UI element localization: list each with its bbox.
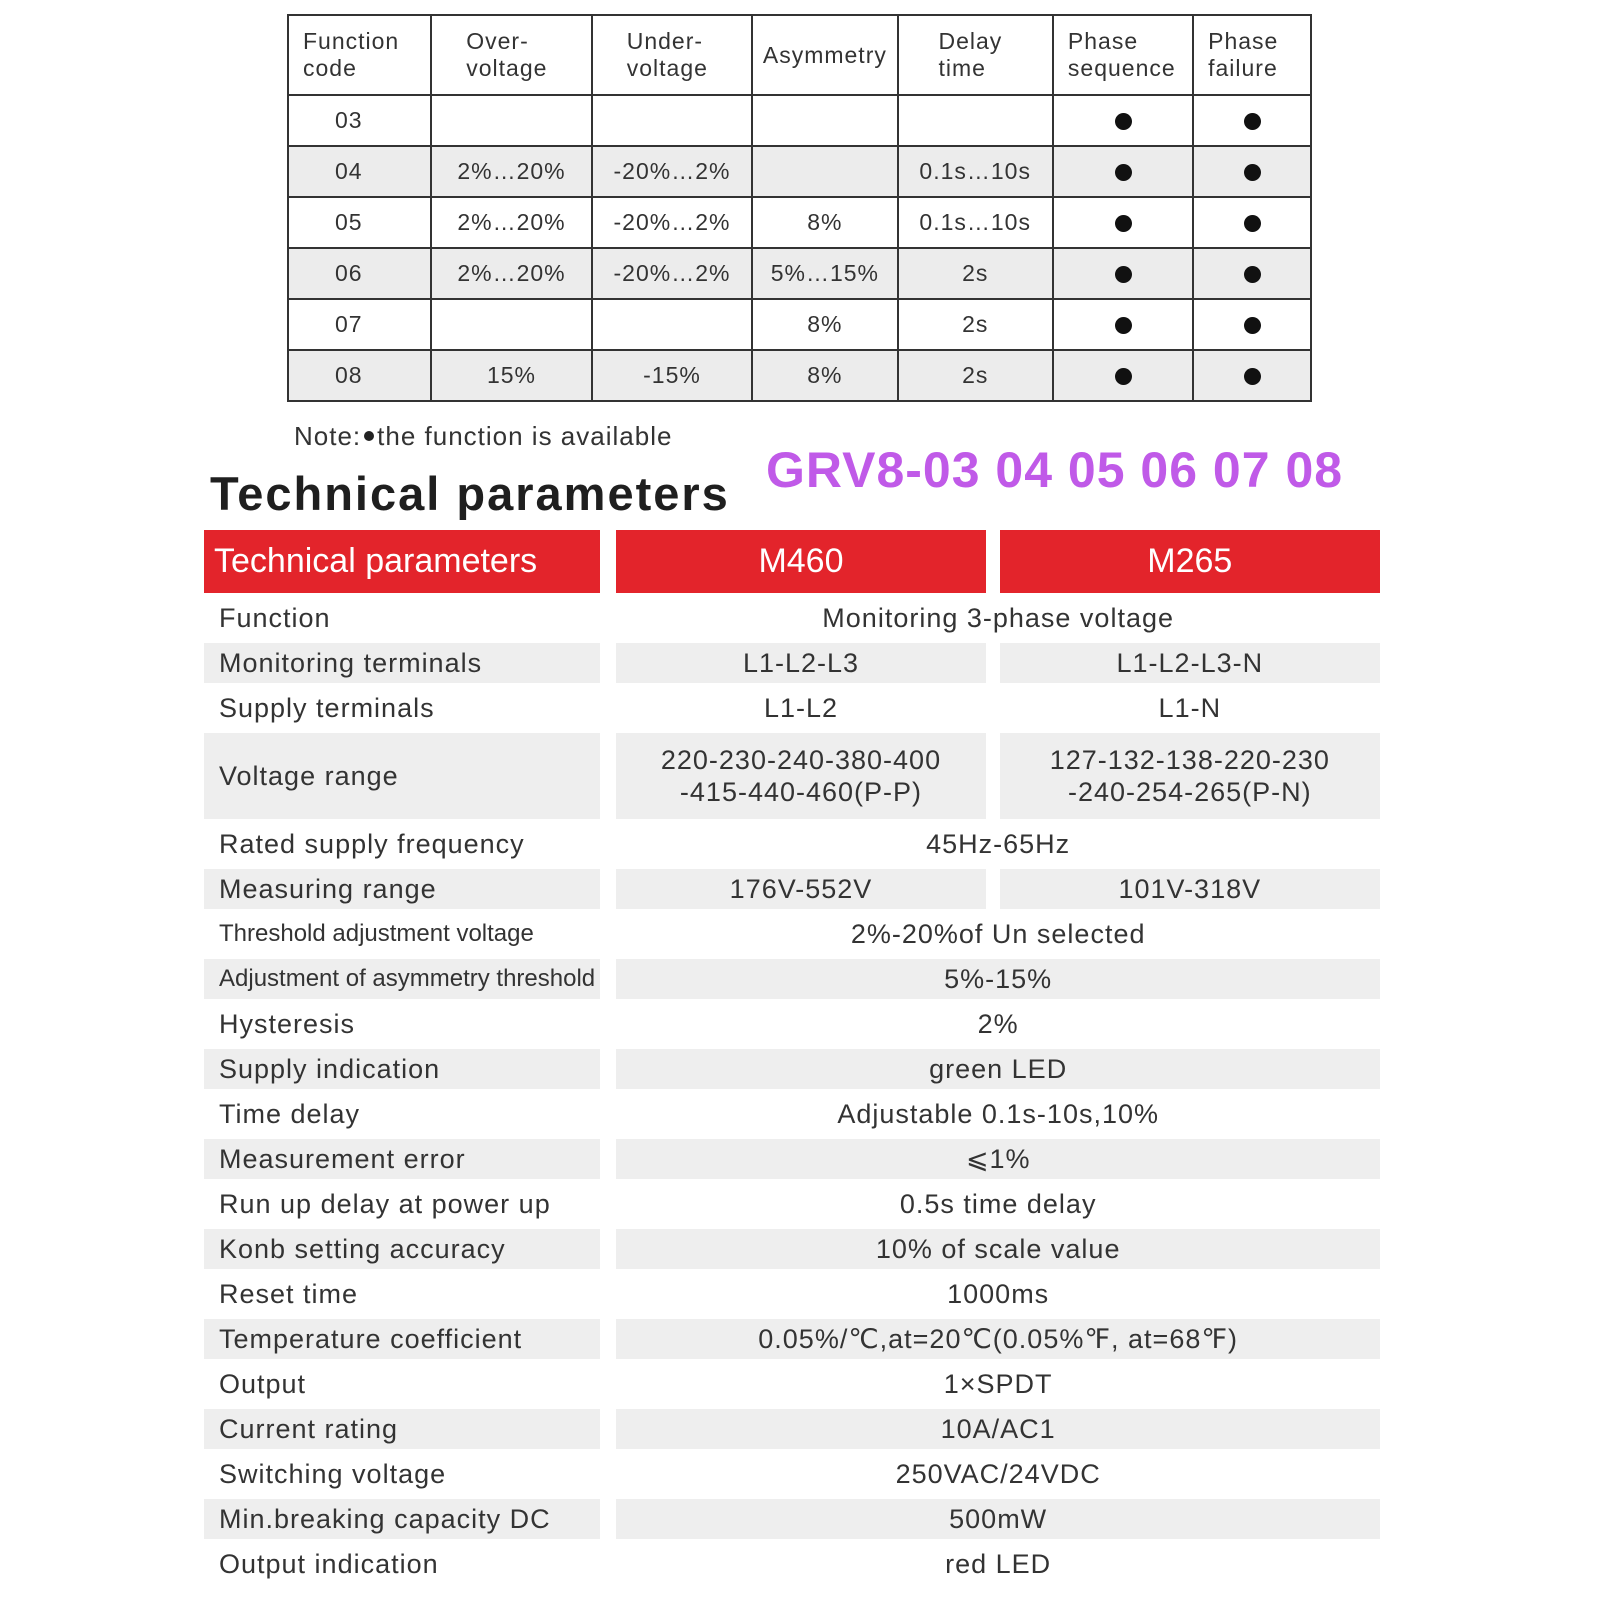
param-value: 1000ms bbox=[947, 1278, 1050, 1309]
param-label: Measuring range bbox=[204, 869, 600, 909]
param-label: Current rating bbox=[204, 1409, 600, 1449]
cell-phase-failure bbox=[1193, 248, 1311, 299]
note-text: the function is available bbox=[377, 421, 673, 451]
cell-over-voltage: 2%…20% bbox=[431, 248, 592, 299]
param-label: Supply terminals bbox=[219, 692, 435, 723]
params-row bbox=[204, 733, 1380, 819]
param-label: Switching voltage bbox=[219, 1458, 447, 1489]
cell-phase-sequence bbox=[1053, 95, 1193, 146]
params-row bbox=[204, 914, 1380, 954]
function-table-row bbox=[288, 350, 1311, 401]
param-label: Supply indication bbox=[204, 1049, 600, 1089]
cell-delay-time: 2s bbox=[898, 248, 1053, 299]
cell-delay-time: 0.1s…10s bbox=[898, 197, 1053, 248]
param-value: green LED bbox=[616, 1049, 1380, 1089]
params-header-label: Technical parameters bbox=[204, 530, 600, 593]
param-value: 1×SPDT bbox=[943, 1368, 1053, 1399]
param-value-m460: L1-L2-L3 bbox=[616, 643, 985, 683]
params-row bbox=[204, 824, 1380, 864]
technical-parameters-table bbox=[204, 530, 1380, 1584]
cell-function-code: 07 bbox=[288, 299, 431, 350]
cell-function-code: 08 bbox=[288, 350, 431, 401]
param-value: 0.5s time delay bbox=[899, 1188, 1097, 1219]
cell-phase-sequence bbox=[1053, 146, 1193, 197]
cell-asymmetry: 8% bbox=[752, 299, 897, 350]
function-table-row bbox=[288, 299, 1311, 350]
cell-asymmetry bbox=[752, 95, 897, 146]
cell-phase-sequence bbox=[1053, 350, 1193, 401]
param-value: 10% of scale value bbox=[616, 1229, 1380, 1269]
col-phase-sequence: Phase sequence bbox=[1053, 15, 1193, 95]
param-label: Output bbox=[219, 1368, 307, 1399]
param-label: Min.breaking capacity DC bbox=[204, 1499, 600, 1539]
param-value: 0.05%/℃,at=20℃(0.05%℉, at=68℉) bbox=[616, 1319, 1380, 1359]
param-value-m265: L1-L2-L3-N bbox=[1000, 643, 1380, 683]
param-value-m460: 220-230-240-380-400 -415-440-460(P-P) bbox=[616, 733, 985, 819]
param-value-m460: 176V-552V bbox=[616, 869, 985, 909]
cell-phase-failure bbox=[1193, 197, 1311, 248]
params-row bbox=[204, 643, 1380, 683]
cell-asymmetry: 8% bbox=[752, 197, 897, 248]
params-header-m460: M460 bbox=[616, 530, 985, 593]
param-value: 10A/AC1 bbox=[616, 1409, 1380, 1449]
cell-over-voltage: 2%…20% bbox=[431, 146, 592, 197]
page-heading: Technical parameters bbox=[210, 467, 730, 520]
params-row bbox=[204, 1544, 1380, 1584]
cell-under-voltage: -20%…2% bbox=[592, 248, 753, 299]
params-row bbox=[204, 1364, 1380, 1404]
param-label: Reset time bbox=[219, 1278, 359, 1309]
params-header-row bbox=[204, 530, 1380, 593]
available-dot-icon bbox=[1244, 368, 1261, 385]
params-row bbox=[204, 1319, 1380, 1359]
cell-asymmetry: 5%…15% bbox=[752, 248, 897, 299]
cell-phase-sequence bbox=[1053, 248, 1193, 299]
param-label: Adjustment of asymmetry threshold bbox=[204, 959, 600, 999]
param-label: Rated supply frequency bbox=[219, 828, 525, 859]
param-value-m460: L1-L2 bbox=[763, 693, 839, 723]
cell-under-voltage bbox=[592, 95, 753, 146]
available-dot-icon bbox=[1115, 113, 1132, 130]
function-table-row bbox=[288, 197, 1311, 248]
function-table bbox=[287, 14, 1312, 402]
params-row bbox=[204, 688, 1380, 728]
cell-phase-failure bbox=[1193, 350, 1311, 401]
param-label: Time delay bbox=[219, 1098, 361, 1129]
cell-function-code: 05 bbox=[288, 197, 431, 248]
param-value: Adjustable 0.1s-10s,10% bbox=[837, 1098, 1159, 1129]
param-value: ⩽1% bbox=[616, 1139, 1380, 1179]
param-label: Output indication bbox=[219, 1548, 439, 1579]
cell-phase-sequence bbox=[1053, 299, 1193, 350]
cell-over-voltage bbox=[431, 299, 592, 350]
param-value-m265: 127-132-138-220-230 -240-254-265(P-N) bbox=[1000, 733, 1380, 819]
cell-under-voltage: -20%…2% bbox=[592, 146, 753, 197]
param-value-m265: 101V-318V bbox=[1000, 869, 1380, 909]
cell-delay-time bbox=[898, 95, 1053, 146]
cell-phase-failure bbox=[1193, 299, 1311, 350]
col-function-code: Function code bbox=[288, 15, 431, 95]
available-dot-icon bbox=[1244, 113, 1261, 130]
col-phase-failure: Phase failure bbox=[1193, 15, 1311, 95]
cell-asymmetry: 8% bbox=[752, 350, 897, 401]
param-value: 250VAC/24VDC bbox=[895, 1458, 1101, 1489]
function-table-row bbox=[288, 146, 1311, 197]
params-row bbox=[204, 959, 1380, 999]
param-value: 500mW bbox=[616, 1499, 1380, 1539]
cell-function-code: 04 bbox=[288, 146, 431, 197]
cell-under-voltage bbox=[592, 299, 753, 350]
param-label: Hysteresis bbox=[219, 1008, 356, 1039]
cell-asymmetry bbox=[752, 146, 897, 197]
params-row bbox=[204, 598, 1380, 638]
param-label: Threshold adjustment voltage bbox=[219, 920, 534, 947]
param-label: Voltage range bbox=[204, 733, 600, 819]
cell-delay-time: 2s bbox=[898, 350, 1053, 401]
available-dot-icon bbox=[1244, 317, 1261, 334]
available-dot-icon bbox=[1115, 368, 1132, 385]
param-value: 45Hz-65Hz bbox=[926, 828, 1071, 859]
function-table-header bbox=[288, 15, 1311, 95]
param-value: Monitoring 3-phase voltage bbox=[822, 602, 1174, 633]
available-dot-icon bbox=[1244, 266, 1261, 283]
available-dot-icon bbox=[1115, 164, 1132, 181]
note-prefix: Note: bbox=[294, 421, 362, 451]
param-label: Function bbox=[219, 602, 331, 633]
available-dot-icon bbox=[1244, 215, 1261, 232]
function-table-row bbox=[288, 248, 1311, 299]
cell-phase-failure bbox=[1193, 95, 1311, 146]
cell-under-voltage: -15% bbox=[592, 350, 753, 401]
param-value: 2% bbox=[977, 1008, 1019, 1039]
params-row bbox=[204, 1184, 1380, 1224]
param-value: red LED bbox=[945, 1548, 1052, 1579]
col-over-voltage: Over- voltage bbox=[431, 15, 592, 95]
param-label: Konb setting accuracy bbox=[204, 1229, 600, 1269]
params-row bbox=[204, 1454, 1380, 1494]
col-asymmetry: Asymmetry bbox=[752, 15, 897, 95]
params-row bbox=[204, 1499, 1380, 1539]
params-header-m265: M265 bbox=[1000, 530, 1380, 593]
cell-under-voltage: -20%…2% bbox=[592, 197, 753, 248]
param-value: 5%-15% bbox=[616, 959, 1380, 999]
cell-over-voltage: 2%…20% bbox=[431, 197, 592, 248]
params-row bbox=[204, 1229, 1380, 1269]
params-row bbox=[204, 1049, 1380, 1089]
params-row bbox=[204, 1094, 1380, 1134]
col-delay-time: Delay time bbox=[898, 15, 1053, 95]
available-dot-icon bbox=[1115, 215, 1132, 232]
cell-function-code: 06 bbox=[288, 248, 431, 299]
params-row bbox=[204, 1004, 1380, 1044]
model-title: GRV8-03 04 05 06 07 08 bbox=[766, 442, 1344, 498]
cell-over-voltage bbox=[431, 95, 592, 146]
param-label: Measurement error bbox=[204, 1139, 600, 1179]
params-row bbox=[204, 1409, 1380, 1449]
cell-delay-time: 2s bbox=[898, 299, 1053, 350]
params-row bbox=[204, 869, 1380, 909]
available-dot-icon bbox=[1115, 266, 1132, 283]
param-label: Temperature coefficient bbox=[204, 1319, 600, 1359]
function-table-row bbox=[288, 95, 1311, 146]
availability-note bbox=[294, 421, 672, 452]
cell-delay-time: 0.1s…10s bbox=[898, 146, 1053, 197]
params-row bbox=[204, 1274, 1380, 1314]
col-under-voltage: Under- voltage bbox=[592, 15, 753, 95]
param-value: 2%-20%of Un selected bbox=[850, 918, 1146, 949]
available-dot-icon bbox=[1115, 317, 1132, 334]
cell-phase-failure bbox=[1193, 146, 1311, 197]
param-value-m265: L1-N bbox=[1158, 693, 1222, 723]
bullet-dot-icon bbox=[364, 431, 374, 441]
cell-over-voltage: 15% bbox=[431, 350, 592, 401]
cell-phase-sequence bbox=[1053, 197, 1193, 248]
param-label: Monitoring terminals bbox=[204, 643, 600, 683]
cell-function-code: 03 bbox=[288, 95, 431, 146]
available-dot-icon bbox=[1244, 164, 1261, 181]
param-label: Run up delay at power up bbox=[219, 1188, 551, 1219]
params-row bbox=[204, 1139, 1380, 1179]
